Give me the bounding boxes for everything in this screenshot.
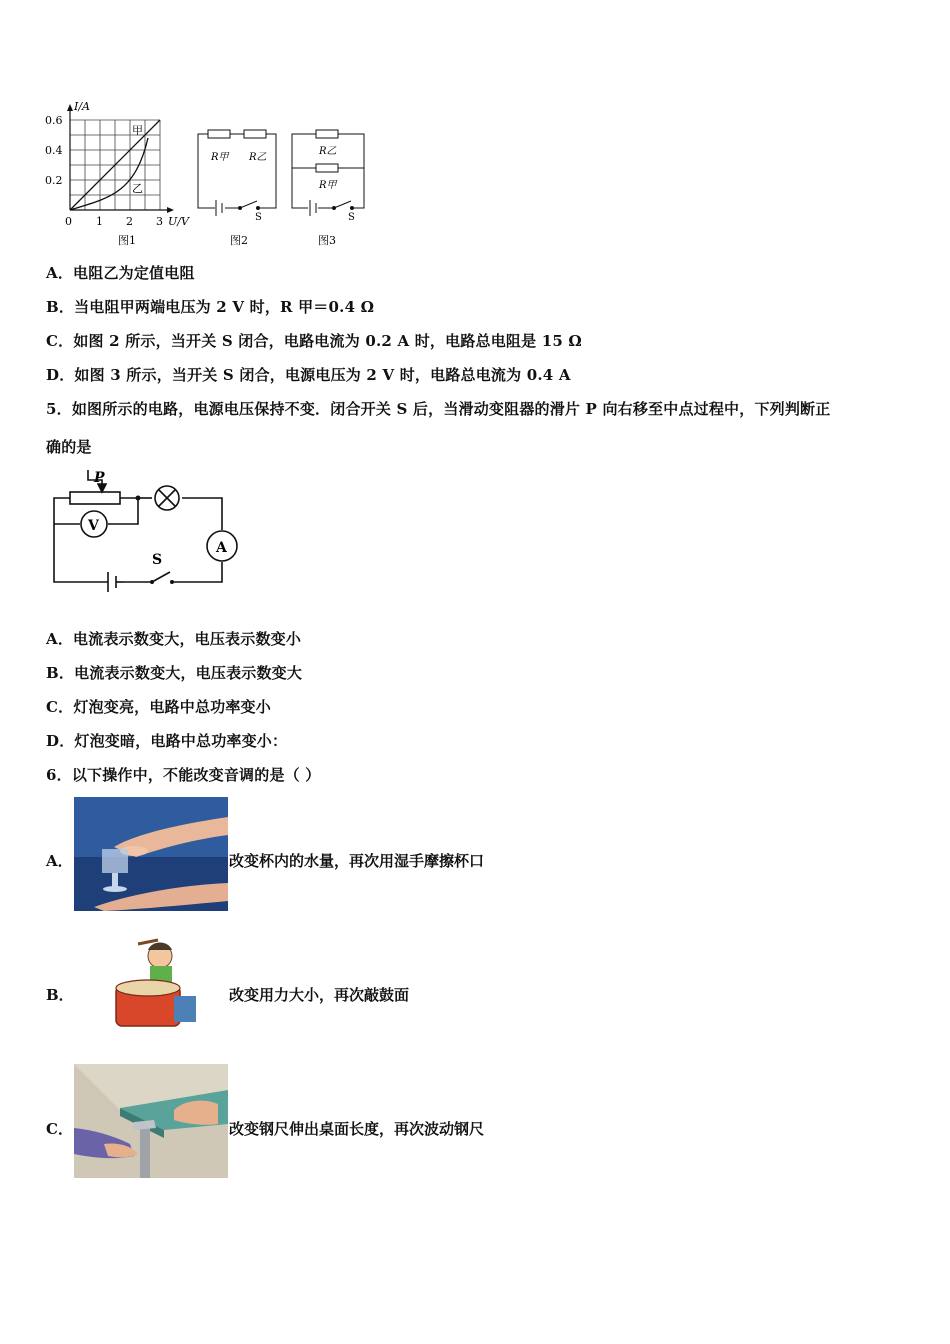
resistor-yi-fig3 — [316, 130, 338, 138]
q5-option-b: B．电流表示数变大，电压表示数变大 — [46, 664, 303, 682]
q5-option-d: D．灯泡变暗，电路中总功率变小： — [46, 732, 288, 750]
x-tick-1: 1 — [96, 215, 103, 228]
q6-option-c-letter: C． — [46, 1120, 73, 1138]
y-tick-0.2: 0.2 — [45, 174, 63, 187]
figure-row-top — [40, 98, 380, 250]
label-r-jia-fig2: R甲 — [211, 152, 229, 163]
caption-fig3: 图3 — [318, 234, 336, 247]
resistor-yi — [244, 130, 266, 138]
label-r-yi-fig3: R乙 — [319, 146, 337, 157]
circuit-fig3 — [292, 130, 364, 216]
label-r-yi-fig2: R乙 — [249, 152, 267, 163]
q5-stem-line2: 确的是 — [46, 438, 92, 456]
q4-option-d: D．如图 3 所示，当开关 S 闭合，电源电压为 2 V 时，电路总电流为 0.4 A — [46, 366, 571, 384]
resistor-jia-fig3 — [316, 164, 338, 172]
x-axis-label: U/V — [168, 215, 189, 228]
label-switch-fig2: S — [255, 212, 262, 223]
lamp-icon — [155, 486, 179, 510]
voltmeter-label: V — [88, 518, 99, 534]
drum-illustration — [108, 930, 204, 1038]
caption-fig2: 图2 — [230, 234, 248, 247]
label-jia: 甲 — [132, 124, 143, 137]
q6-option-a-text: 改变杯内的水量，再次用湿手摩擦杯口 — [229, 852, 485, 870]
q6-option-b-text: 改变用力大小，再次敲鼓面 — [229, 986, 410, 1004]
caption-fig1: 图1 — [118, 234, 136, 247]
q4-option-c: C．如图 2 所示，当开关 S 闭合，电路电流为 0.2 A 时，电路总电阻是 15 Ω — [46, 332, 582, 350]
switch-label: S — [152, 552, 163, 568]
q6-option-c-text: 改变钢尺伸出桌面长度，再次波动钢尺 — [229, 1120, 485, 1138]
y-tick-0.6: 0.6 — [45, 114, 63, 127]
x-tick-2: 2 — [126, 215, 133, 228]
ruler-photo — [74, 1064, 228, 1178]
resistor-jia — [208, 130, 230, 138]
q6-option-b-letter: B． — [46, 986, 74, 1004]
q5-option-a: A．电流表示数变大，电压表示数变小 — [46, 630, 302, 648]
label-yi: 乙 — [132, 182, 143, 195]
y-tick-0.4: 0.4 — [45, 144, 63, 157]
x-tick-0: 0 — [65, 215, 72, 228]
label-r-jia-fig3: R甲 — [319, 180, 337, 191]
q5-option-c: C．灯泡变亮，电路中总功率变小 — [46, 698, 271, 716]
label-switch-fig3: S — [348, 212, 355, 223]
glass-photo — [74, 797, 228, 911]
q4-option-b: B．当电阻甲两端电压为 2 V 时，R 甲＝0.4 Ω — [46, 298, 375, 316]
ammeter-label: A — [216, 540, 227, 556]
q5-stem-line1: 5．如图所示的电路，电源电压保持不变．闭合开关 S 后，当滑动变阻器的滑片 P 向右移至中点过程中，下列判断正 — [46, 400, 831, 418]
y-axis-label: I/A — [74, 100, 90, 113]
q6-stem: 6．以下操作中，不能改变音调的是（ ） — [46, 766, 321, 784]
iu-graph — [45, 100, 190, 247]
q6-option-a-letter: A． — [46, 852, 73, 870]
rheostat — [70, 492, 120, 504]
slider-label: P — [94, 470, 105, 486]
q4-option-a: A．电阻乙为定值电阻 — [46, 264, 195, 282]
circuit-fig2 — [198, 130, 276, 216]
x-tick-3: 3 — [156, 215, 163, 228]
q5-circuit — [44, 468, 244, 596]
